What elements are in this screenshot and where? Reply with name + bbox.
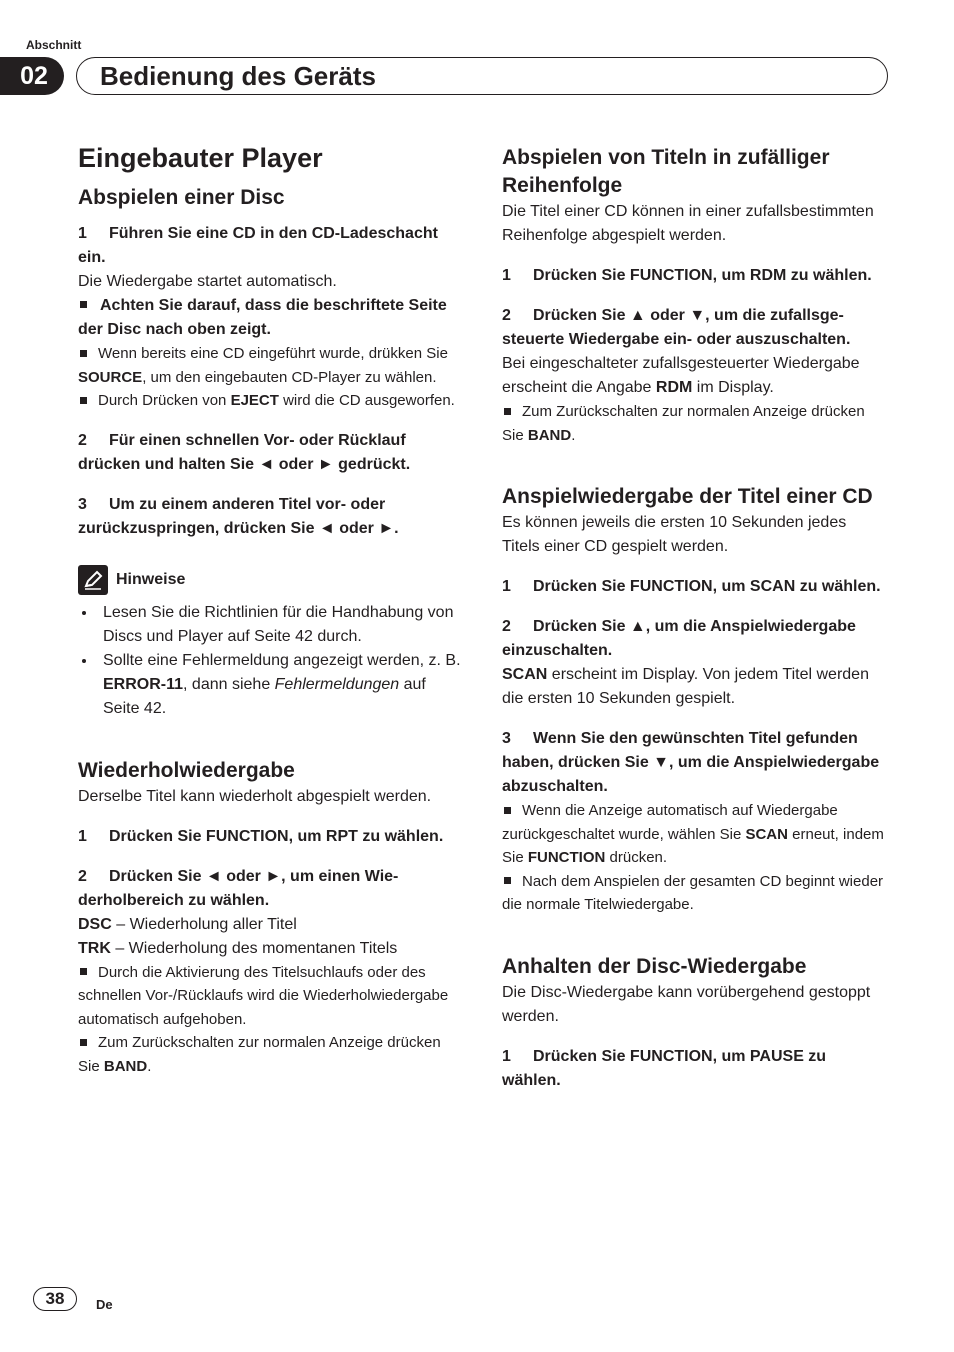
note-disc-eject: Durch Drücken von EJECT wird die CD ausgeworfen.: [78, 389, 462, 413]
scan-intro: Es können jeweils die ersten 10 Sekunden jedes Titels einer CD gespielt werden.: [502, 514, 847, 555]
step-repeat-2: 2 Drücken Sie ◄ oder ►, um einen Wiederholbereich zu wählen.: [78, 867, 399, 909]
repeat-intro: Derselbe Titel kann wiederholt abgespielt werden.: [78, 787, 432, 805]
note-repeat-band: Zum Zurückschalten zur normalen Anzeige drücken Sie BAND.: [78, 1034, 441, 1075]
hint-item: Sollte eine Fehlermeldung angezeigt werden, z. B. ERROR-11, dann siehe Fehlermeldungen auf Seite 42.: [78, 649, 462, 721]
note-repeat-cancel: Durch die Aktivierung des Titelsuchlaufs oder des schnellen Vor-/Rücklaufs wird die Wiederholwiedergabe automatisch aufgehoben.: [78, 963, 449, 1028]
random-intro: Die Titel einer CD können in einer zufallsbestimmten Reihenfolge abgespielt werden.: [502, 203, 874, 244]
step-disc-2: 2 Für einen schnellen Vor- oder Rücklauf drücken und halten Sie ◄ oder ► gedrückt.: [78, 431, 411, 473]
square-bullet-icon: [80, 397, 87, 404]
note-disc-source: Wenn bereits eine CD eingeführt wurde, drükken Sie SOURCE, um den eingebauten CD-Player zu wählen.: [78, 345, 448, 386]
square-bullet-icon: [504, 408, 511, 415]
square-bullet-icon: [504, 877, 511, 884]
step-random-2: 2 Drücken Sie ▲ oder ▼, um die zufallsgesteuerte Wiedergabe ein- oder auszuschalten.: [502, 307, 851, 348]
page-number: 38: [33, 1287, 77, 1311]
section-heading-disc: Abspielen einer Disc: [78, 186, 285, 209]
left-column: [78, 140, 462, 1078]
step-scan-3: 3 Wenn Sie den gewünschten Titel gefunden haben, drücken Sie ▼, um die Anspielwiedergabe abzuschalten.: [502, 730, 880, 795]
chapter-number-badge: 02: [0, 57, 64, 95]
hint-item: Lesen Sie die Richtlinien für die Handhabung von Discs und Player auf Seite 42 durch.: [78, 601, 462, 649]
step-disc-1: 1 Führen Sie eine CD in den CD-Ladeschacht ein.: [78, 225, 438, 266]
note-scan-reselect: Wenn die Anzeige automatisch auf Wiedergabe zurückgeschaltet wurde, wählen Sie SCAN erneut, indem Sie FUNCTION drücken.: [502, 802, 884, 866]
section-heading-random: Abspielen von Titeln in zufälliger Reihenfolge: [502, 146, 830, 197]
step-pause-1: 1 Drücken Sie FUNCTION, um PAUSE zu wählen.: [502, 1047, 827, 1089]
section-heading-pause: Anhalten der Disc-Wiedergabe: [502, 954, 807, 978]
note-scan-end: Nach dem Anspielen der gesamten CD beginnt wieder die normale Titelwiedergabe.: [502, 872, 884, 913]
chapter-title: Bedienung des Geräts: [100, 61, 376, 91]
random-text: Bei eingeschalteter zufallsgesteuerter Wiedergabe erscheint die Angabe RDM im Display.: [502, 355, 860, 396]
section-label: Abschnitt: [26, 38, 82, 52]
square-bullet-icon: [80, 968, 87, 975]
step-repeat-1: 1 Drücken Sie FUNCTION, um RPT zu wählen.: [78, 827, 444, 845]
pencil-note-icon: [78, 565, 108, 595]
scan-text: SCAN erscheint im Display. Von jedem Titel werden die ersten 10 Sekunden gespielt.: [502, 666, 869, 707]
square-bullet-icon: [80, 301, 87, 308]
step-scan-2: 2 Drücken Sie ▲, um die Anspielwiedergabe einzuschalten.: [502, 618, 856, 659]
pause-intro: Die Disc-Wiedergabe kann vorübergehend gestoppt werden.: [502, 983, 871, 1025]
section-heading-repeat: Wiederholwiedergabe: [78, 758, 295, 782]
note-random-band: Zum Zurückschalten zur normalen Anzeige drücken Sie BAND.: [502, 403, 865, 444]
step-scan-1: 1 Drücken Sie FUNCTION, um SCAN zu wählen.: [502, 578, 881, 595]
square-bullet-icon: [80, 1039, 87, 1046]
step-random-1: 1 Drücken Sie FUNCTION, um RDM zu wählen.: [502, 267, 872, 284]
square-bullet-icon: [80, 350, 87, 357]
page-title: Eingebauter Player: [78, 143, 323, 173]
hints-header: [78, 565, 462, 595]
right-column: [502, 140, 886, 1093]
note-disc-label-up: Achten Sie darauf, dass die beschriftete Seite der Disc nach oben zeigt.: [78, 297, 447, 338]
step-disc-1-text: Die Wiedergabe startet automatisch.: [78, 273, 337, 290]
step-disc-3: 3 Um zu einem anderen Titel vor- oder zurückzuspringen, drücken Sie ◄ oder ►.: [78, 495, 399, 537]
repeat-option-trk: TRK – Wiederholung des momentanen Titels: [78, 939, 398, 957]
square-bullet-icon: [504, 807, 511, 814]
repeat-option-dsc: DSC – Wiederholung aller Titel: [78, 915, 297, 933]
hints-label: Hinweise: [116, 570, 186, 588]
section-heading-scan: Anspielwiedergabe der Titel einer CD: [502, 485, 873, 508]
language-code: De: [96, 1297, 113, 1312]
